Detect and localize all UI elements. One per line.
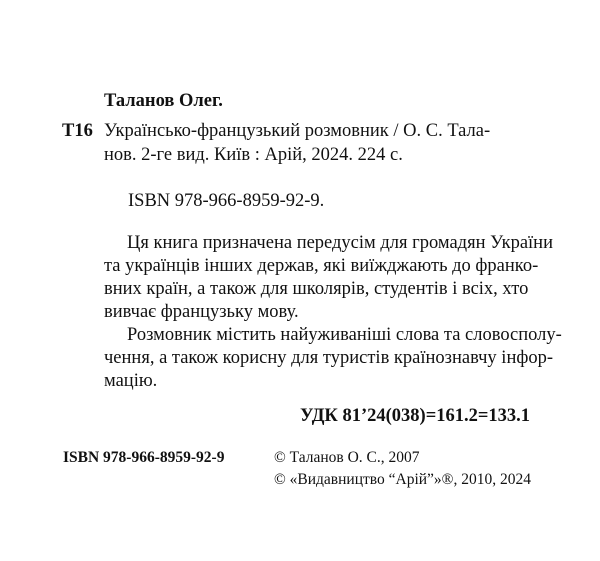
annotation-p1-line-1: Ця книга призначена передусім для громадян України: [127, 233, 553, 253]
copyright-author: © Таланов О. С., 2007: [274, 449, 420, 466]
author-name: Таланов Олег.: [104, 91, 223, 111]
udk-code: УДК 81’24(038)=161.2=133.1: [300, 406, 531, 426]
annotation-p1-line-3: вних країн, а також для школярів, студентів і всіх, хто: [104, 279, 529, 299]
footer-isbn: ISBN 978-966-8959-92-9: [63, 449, 225, 466]
title-line-1: Українсько-французький розмовник / О. С. Тала-: [104, 121, 491, 141]
annotation-p2-line-2: чення, а також корисну для туристів країнознавчу інфор-: [104, 348, 553, 368]
copyright-publisher: © «Видавництво “Арій”»®, 2010, 2024: [274, 471, 531, 488]
annotation-p2-line-3: мацію.: [104, 371, 158, 391]
catalog-code: Т16: [62, 121, 93, 141]
isbn-record: ISBN 978-966-8959-92-9.: [128, 191, 325, 211]
annotation-p1-line-2: та українців інших держав, які виїжджають до франко-: [104, 256, 539, 276]
annotation-p1-line-4: вивчає французьку мову.: [104, 302, 299, 322]
annotation-p2-line-1: Розмовник містить найуживаніші слова та словосполу-: [127, 325, 562, 345]
title-line-2: нов. 2-ге вид. Київ : Арій, 2024. 224 с.: [104, 145, 403, 165]
